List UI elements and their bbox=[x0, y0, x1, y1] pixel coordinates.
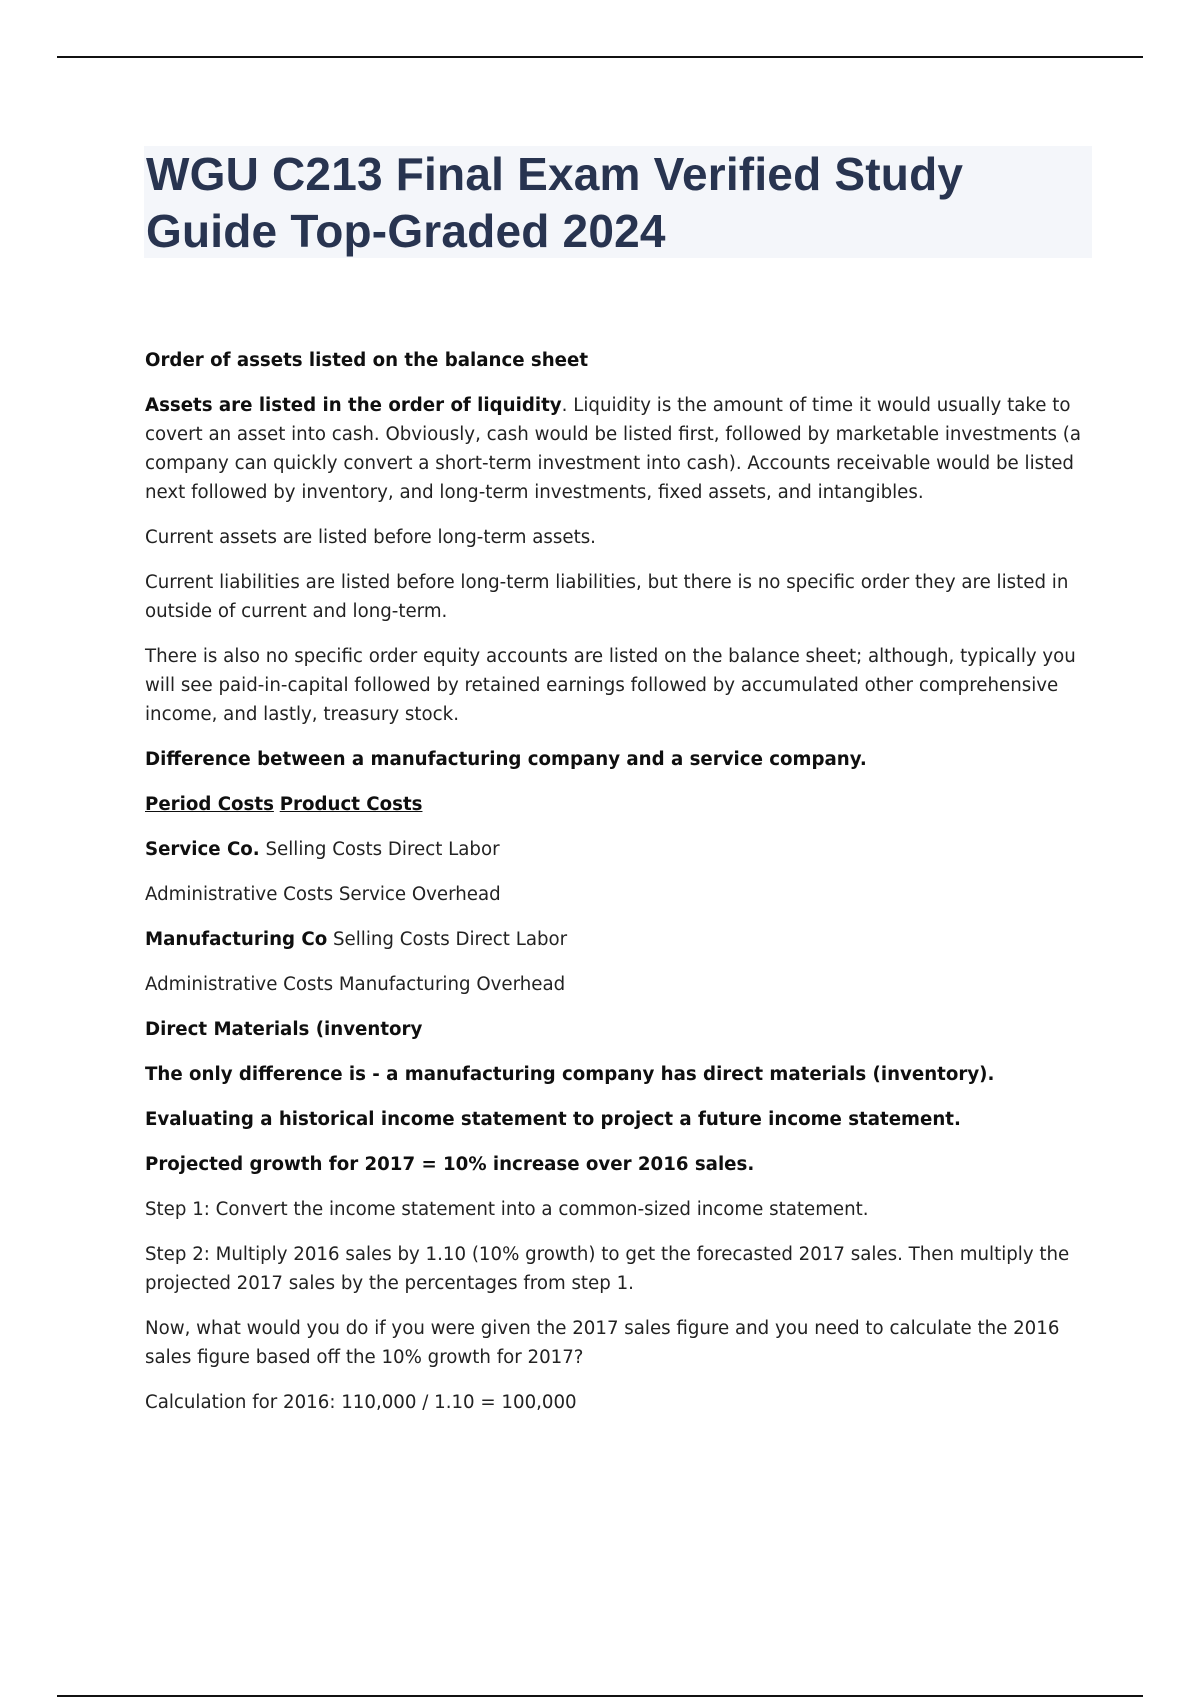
manufacturing-label: Manufacturing Co bbox=[145, 929, 328, 950]
cost-headers bbox=[145, 790, 1095, 819]
liquidity-paragraph bbox=[145, 391, 1095, 507]
bottom-rule bbox=[57, 1695, 1143, 1697]
service-line-2: Administrative Costs Service Overhead bbox=[145, 884, 501, 905]
heading-difference: Difference between a manufacturing company and a service company. bbox=[145, 749, 867, 770]
manufacturing-line-2: Administrative Costs Manufacturing Overhead bbox=[145, 974, 566, 995]
question-paragraph: Now, what would you do if you were given the 2017 sales figure and you need to calculate the 2016 sales figure based off the 10% growth for 2017? bbox=[145, 1318, 1060, 1368]
heading-assets-order: Order of assets listed on the balance sheet bbox=[145, 350, 589, 371]
top-rule bbox=[57, 56, 1143, 58]
only-difference: The only difference is - a manufacturing company has direct materials (inventory). bbox=[145, 1064, 995, 1085]
direct-materials: Direct Materials (inventory bbox=[145, 1019, 423, 1040]
current-assets-paragraph: Current assets are listed before long-term assets. bbox=[145, 527, 596, 548]
product-costs-header: Product Costs bbox=[279, 794, 423, 815]
liquidity-text: . Liquidity is the amount of time it would usually take to covert an asset into cash. Obviously, cash would be listed first, followed by marketable investments (a company can quickly convert a short-term investment into cash). Accounts receivable would be listed next followed by inventory, and long-term investments, fixed assets, and intangibles. bbox=[145, 395, 1082, 503]
projected-growth: Projected growth for 2017 = 10% increase over 2016 sales. bbox=[145, 1154, 755, 1175]
current-liabilities-paragraph: Current liabilities are listed before long-term liabilities, but there is no specific order they are listed in outside of current and long-term. bbox=[145, 572, 1069, 622]
period-costs-header: Period Costs bbox=[145, 794, 274, 815]
service-label: Service Co. bbox=[145, 839, 260, 860]
document-body bbox=[145, 346, 1095, 1433]
manufacturing-line-1: Manufacturing Co Selling Costs Direct Labor bbox=[145, 929, 568, 950]
document-title: WGU C213 Final Exam Verified Study Guide Top-Graded 2024 bbox=[146, 148, 964, 257]
heading-evaluating: Evaluating a historical income statement to project a future income statement. bbox=[145, 1109, 961, 1130]
service-line-1: Service Co. Selling Costs Direct Labor bbox=[145, 839, 500, 860]
calculation-paragraph: Calculation for 2016: 110,000 / 1.10 = 100,000 bbox=[145, 1392, 577, 1413]
equity-order-paragraph: There is also no specific order equity accounts are listed on the balance sheet; although, typically you will see paid-in-capital followed by retained earnings followed by accumulated other comprehensive income, and lastly, treasury stock. bbox=[145, 646, 1076, 725]
step-1: Step 1: Convert the income statement into a common-sized income statement. bbox=[145, 1199, 869, 1220]
liquidity-bold: Assets are listed in the order of liquidity bbox=[145, 395, 562, 416]
step-2: Step 2: Multiply 2016 sales by 1.10 (10% growth) to get the forecasted 2017 sales. Then multiply the projected 2017 sales by the percentages from step 1. bbox=[145, 1244, 1070, 1294]
